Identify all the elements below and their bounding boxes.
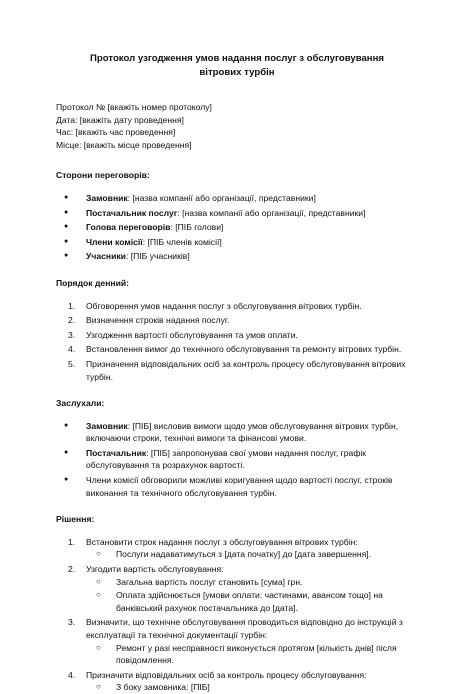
item-text: : [ПІБ голови] — [170, 222, 224, 233]
decisions-heading: Рішення: — [56, 514, 95, 525]
heard-item — [56, 420, 418, 445]
item-number: 5. — [68, 358, 76, 369]
item-number: 3. — [68, 329, 76, 340]
party-item — [56, 207, 418, 220]
item-text: : [назва компанії або організації, представники] — [177, 207, 366, 218]
role-label: Постачальник послуг — [86, 207, 178, 218]
parties-list — [56, 192, 418, 263]
item-text: Узгодити вартість обслуговування: — [86, 564, 224, 575]
agenda-item — [56, 343, 418, 356]
item-text: Обговорення умов надання послуг з обслуговування вітрових турбін. — [86, 300, 362, 311]
role-label: Замовник — [86, 420, 128, 431]
heard-list — [56, 420, 418, 500]
role-label: Члени комісії — [86, 236, 143, 247]
item-number: 1. — [68, 536, 76, 547]
sub-item: ○ Послуги надаватимуться з [дата початку] до [дата завершення]. — [86, 548, 418, 561]
decision-item — [56, 536, 418, 561]
item-text: Встановлення вимог до технічного обслуговування та ремонту вітрових турбін. — [86, 344, 402, 355]
party-item — [56, 221, 418, 234]
item-number: 2. — [68, 564, 76, 575]
item-number: 3. — [68, 617, 76, 628]
agenda-item — [56, 300, 418, 313]
decision-item — [56, 616, 418, 666]
sub-item: ○ Оплата здійснюється [умови оплати: частинами, авансом тощо] на банківський рахунок постачальника до [дата]. — [86, 589, 418, 614]
item-text: Узгодження вартості обслуговування та умов оплати. — [86, 329, 298, 340]
item-number: 1. — [68, 300, 76, 311]
heard-item — [56, 474, 418, 499]
sub-item: ○ З боку замовника: [ПІБ] — [86, 681, 418, 694]
party-item — [56, 192, 418, 205]
sub-list — [86, 548, 418, 561]
decision-item — [56, 563, 418, 614]
item-number: 4. — [68, 669, 76, 680]
agenda-item — [56, 329, 418, 342]
protocol-date: Дата: [вкажіть дату проведення] — [56, 114, 184, 125]
item-text: Призначення відповідальних осіб за контроль процесу обслуговування вітрових турбін. — [86, 358, 406, 382]
item-text: : [ПІБ членів комісії] — [142, 236, 222, 247]
item-text: : [назва компанії або організації, представники] — [127, 192, 316, 203]
sub-item: ○ Загальна вартість послуг становить [сума] грн. — [86, 576, 418, 589]
item-text: Визначити, що технічне обслуговування проводиться відповідно до інструкцій з експлуатації та технічної документації турбін: — [86, 617, 403, 640]
protocol-place: Місце: [вкажіть місце проведення] — [56, 139, 192, 150]
role-label: Замовник — [86, 192, 128, 203]
protocol-meta — [56, 101, 418, 151]
item-number: 2. — [68, 315, 76, 326]
agenda-heading: Порядок денний: — [56, 277, 130, 288]
item-text: Визначення строків надання послуг. — [86, 315, 230, 326]
decisions-list — [56, 536, 418, 694]
sub-item: ○ Ремонт у разі несправності виконується протягом [кількість днів] після повідомлення. — [86, 642, 418, 667]
agenda-item — [56, 358, 418, 383]
sub-list — [86, 681, 418, 694]
item-text: Призначити відповідальних осіб за контроль процесу обслуговування: — [86, 669, 367, 680]
item-number: 4. — [68, 344, 76, 355]
heard-heading: Заслухали: — [56, 398, 105, 409]
agenda-list — [56, 300, 418, 384]
role-label: Голова переговорів — [86, 222, 171, 233]
document-title: Протокол узгодження умов надання послуг з обслуговування вітрових турбін — [90, 53, 384, 78]
role-label: Учасники — [86, 251, 126, 262]
sub-list — [86, 642, 418, 667]
heard-item — [56, 447, 418, 472]
party-item — [56, 250, 418, 263]
item-text: : [ПІБ учасників] — [125, 251, 190, 262]
item-text: : [ПІБ] запропонував свої умови надання послуг, графік обслуговування та розрахунок вартості. — [86, 447, 367, 471]
protocol-number: Протокол № [вкажіть номер протоколу] — [56, 102, 212, 112]
item-text: Члени комісії обговорили можливі коригування щодо вартості послуг, строків виконання та технічного обслуговування турбін. — [86, 475, 393, 498]
sub-list — [86, 576, 418, 615]
protocol-time: Час: [вкажіть час проведення] — [56, 127, 176, 138]
party-item — [56, 236, 418, 249]
item-text: Встановити строк надання послуг з обслуговування вітрових турбін: — [86, 536, 358, 547]
decision-item — [56, 669, 418, 694]
role-label: Постачальник — [86, 447, 147, 458]
item-text: : [ПІБ] висловив вимоги щодо умов обслуговування вітрових турбін, включаючи строки, технічні вимоги та фінансові умови. — [86, 420, 399, 444]
parties-heading: Сторони переговорів: — [56, 170, 150, 181]
agenda-item — [56, 314, 418, 327]
